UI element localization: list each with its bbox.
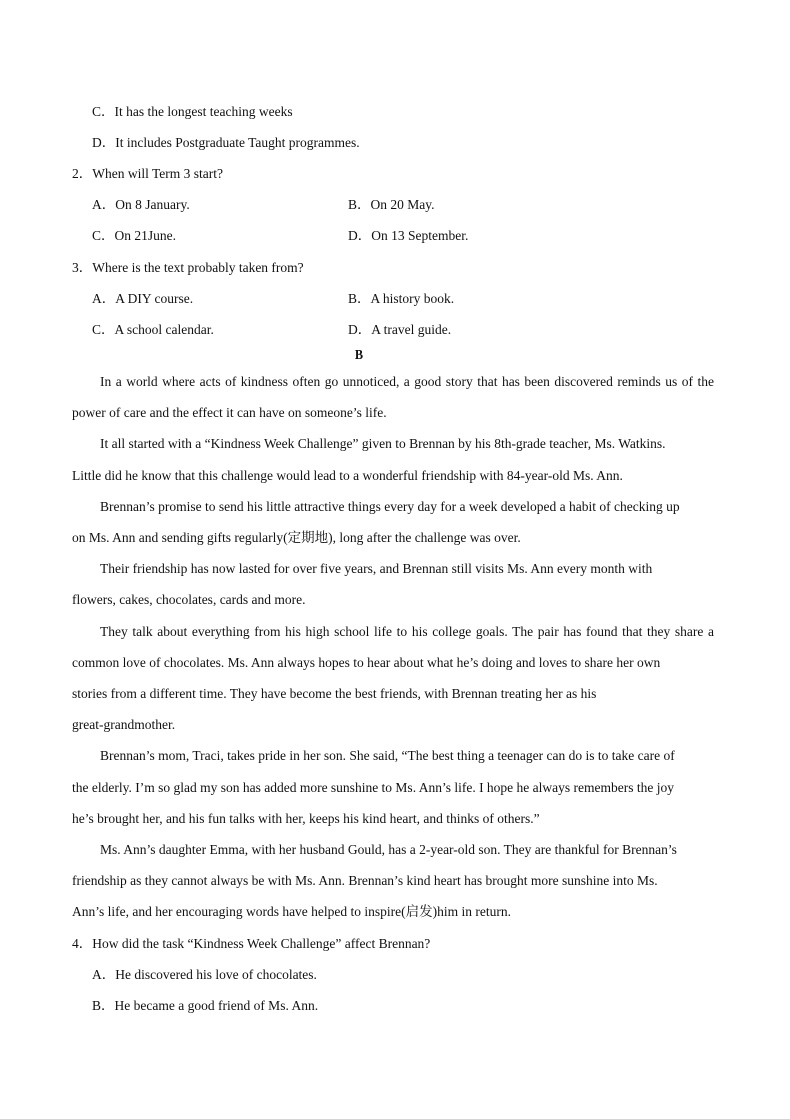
q2-option-c: C．On 21June. [92, 228, 176, 243]
para-1-line-1: In a world where acts of kindness often go unnoticed, a good story that has been discovered reminds us of the [100, 374, 714, 389]
q1-option-d: D．It includes Postgraduate Taught programmes. [92, 135, 360, 150]
q2-question: 2．When will Term 3 start? [72, 166, 224, 181]
para-5-line-2: common love of chocolates. Ms. Ann always hopes to hear about what he’s doing and loves to share her own [72, 655, 661, 670]
para-3-line-1: Brennan’s promise to send his little attractive things every day for a week developed a habit of checking up [100, 499, 680, 514]
q4-option-b: B．He became a good friend of Ms. Ann. [92, 998, 319, 1013]
q3-option-a: A．A DIY course. [92, 291, 194, 306]
q3-option-b: B．A history book. [348, 291, 455, 306]
q3-option-d: D．A travel guide. [348, 322, 452, 337]
para-2-line-2: Little did he know that this challenge would lead to a wonderful friendship with 84-year-old Ms. Ann. [72, 468, 623, 483]
para-5-line-1: They talk about everything from his high school life to his college goals. The pair has found that they share a [100, 624, 714, 639]
para-5-line-4: great-grandmother. [72, 717, 176, 732]
para-5-line-3: stories from a different time. They have become the best friends, with Brennan treating her as his [72, 686, 597, 701]
para-6-line-1: Brennan’s mom, Traci, takes pride in her son. She said, “The best thing a teenager can do is to take care of [100, 748, 675, 763]
q4-option-a: A．He discovered his love of chocolates. [92, 967, 317, 982]
q2-option-b: B．On 20 May. [348, 197, 435, 212]
q2-option-a: A．On 8 January. [92, 197, 190, 212]
para-6-line-3: he’s brought her, and his fun talks with her, keeps his kind heart, and thinks of others.” [72, 811, 540, 826]
q4-question: 4．How did the task “Kindness Week Challenge” affect Brennan? [72, 936, 431, 951]
q1-option-c: C．It has the longest teaching weeks [92, 104, 293, 119]
section-b-heading: B [354, 347, 364, 362]
q3-question: 3．Where is the text probably taken from? [72, 260, 304, 275]
para-7-line-1: Ms. Ann’s daughter Emma, with her husband Gould, has a 2-year-old son. They are thankful for Brennan’s [100, 842, 677, 857]
para-1-line-2: power of care and the effect it can have on someone’s life. [72, 405, 387, 420]
para-7-line-3: Ann’s life, and her encouraging words have helped to inspire(启发)him in return. [72, 904, 512, 919]
q2-option-d: D．On 13 September. [348, 228, 469, 243]
para-4-line-1: Their friendship has now lasted for over five years, and Brennan still visits Ms. Ann every month with [100, 561, 653, 576]
para-7-line-2: friendship as they cannot always be with Ms. Ann. Brennan’s kind heart has brought more sunshine into Ms. [72, 873, 658, 888]
para-6-line-2: the elderly. I’m so glad my son has added more sunshine to Ms. Ann’s life. I hope he always remembers the joy [72, 780, 674, 795]
q3-option-c: C．A school calendar. [92, 322, 214, 337]
para-4-line-2: flowers, cakes, chocolates, cards and more. [72, 592, 306, 607]
para-3-line-2: on Ms. Ann and sending gifts regularly(定期地), long after the challenge was over. [72, 530, 521, 545]
para-2-line-1: It all started with a “Kindness Week Challenge” given to Brennan by his 8th-grade teacher, Ms. Watkins. [100, 436, 666, 451]
